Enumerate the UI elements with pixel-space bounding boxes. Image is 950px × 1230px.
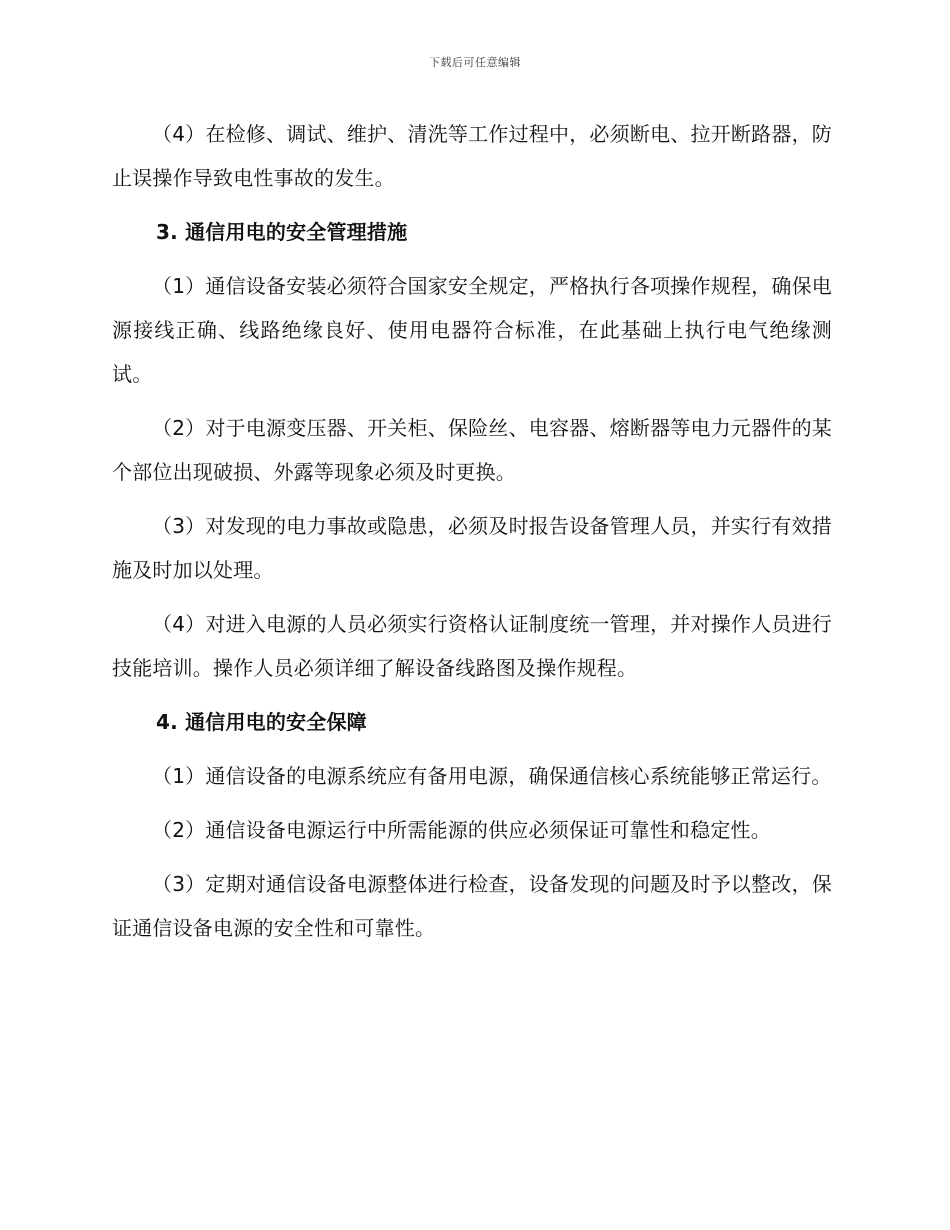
page-header: 下载后可任意编辑	[429, 56, 521, 69]
paragraph-maintenance-power-off: （4）在检修、调试、维护、清洗等工作过程中，必须断电、拉开断路器，防止误操作导致电性事故的发生。	[112, 122, 832, 190]
section-heading-3: 3. 通信用电的安全管理措施	[156, 220, 408, 244]
paragraph-hazard-reporting: （3）对发现的电力事故或隐患，必须及时报告设备管理人员，并实行有效措施及时加以处理。	[112, 514, 832, 582]
section-heading-4: 4. 通信用电的安全保障	[156, 710, 367, 734]
paragraph-energy-supply: （2）通信设备电源运行中所需能源的供应必须保证可靠性和稳定性。	[152, 818, 771, 842]
paragraph-component-replacement: （2）对于电源变压器、开关柜、保险丝、电容器、熔断器等电力元器件的某个部位出现破损、外露等现象必须及时更换。	[112, 416, 832, 484]
document-body	[112, 112, 832, 960]
paragraph-periodic-inspection: （3）定期对通信设备电源整体进行检查，设备发现的问题及时予以整改，保证通信设备电源的安全性和可靠性。	[112, 872, 832, 940]
paragraph-personnel-certification: （4）对进入电源的人员必须实行资格认证制度统一管理，并对操作人员进行技能培训。操作人员必须详细了解设备线路图及操作规程。	[112, 612, 832, 680]
paragraph-installation-rules: （1）通信设备安装必须符合国家安全规定，严格执行各项操作规程，确保电源接线正确、线路绝缘良好、使用电器符合标准，在此基础上执行电气绝缘测试。	[112, 274, 832, 386]
paragraph-backup-power: （1）通信设备的电源系统应有备用电源，确保通信核心系统能够正常运行。	[152, 764, 832, 788]
